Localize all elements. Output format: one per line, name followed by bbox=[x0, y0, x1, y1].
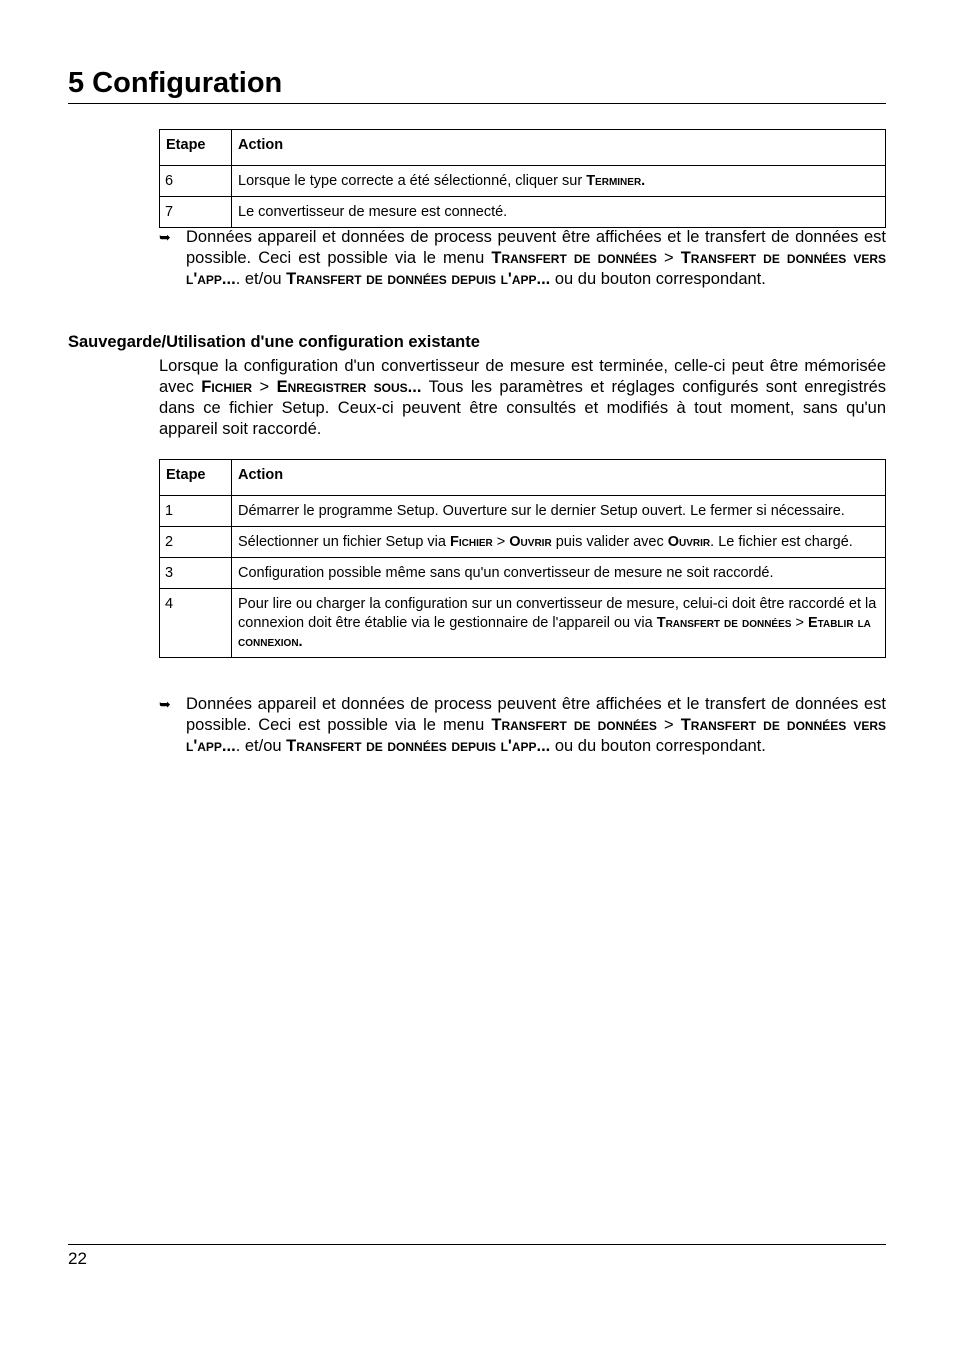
menu-reference: Transfert de données bbox=[656, 615, 792, 631]
step-action bbox=[232, 589, 886, 658]
footer-rule bbox=[68, 1244, 886, 1245]
menu-reference: Transfert de données vers l'app... bbox=[186, 716, 887, 755]
menu-reference: Transfert de données vers l'app... bbox=[186, 249, 887, 288]
column-header-action: Action bbox=[232, 460, 886, 496]
section-heading: Sauvegarde/Utilisation d'une configuration existante bbox=[68, 333, 480, 351]
column-header-action: Action bbox=[232, 130, 886, 166]
bullet-text bbox=[186, 227, 886, 290]
step-number: 6 bbox=[160, 166, 232, 197]
text-run: Lorsque la configuration d'un convertisseur de mesure est terminée, celle-ci peut être mémorisée avec bbox=[159, 357, 886, 396]
text-run: > bbox=[492, 534, 510, 550]
step-number: 4 bbox=[160, 589, 232, 658]
step-number: 3 bbox=[160, 558, 232, 589]
table-row bbox=[160, 558, 886, 589]
menu-reference: Enregistrer sous... bbox=[276, 378, 422, 396]
text-run: > bbox=[656, 249, 681, 267]
step-number: 1 bbox=[160, 496, 232, 527]
table-row bbox=[160, 527, 886, 558]
step-action bbox=[232, 527, 886, 558]
menu-reference: Ouvrir bbox=[667, 534, 711, 550]
page-number: 22 bbox=[68, 1249, 87, 1268]
text-run: Pour lire ou charger la configuration sur un convertisseur de mesure, celui-ci doit être raccordé et la connexion doit être établie via le gestionnaire de l'appareil ou via bbox=[238, 596, 877, 631]
menu-reference: Etablir la connexion. bbox=[238, 615, 871, 650]
header-rule bbox=[68, 103, 886, 104]
text-run: > bbox=[252, 378, 277, 396]
menu-reference: Transfert de données bbox=[491, 716, 657, 734]
table-header-row bbox=[160, 460, 886, 496]
result-bullet-1 bbox=[159, 227, 886, 290]
steps-table-1 bbox=[159, 129, 886, 228]
menu-reference: Transfert de données depuis l'app... bbox=[286, 270, 551, 288]
arrow-bullet-icon: ➥ bbox=[159, 229, 171, 245]
step-number: 7 bbox=[160, 197, 232, 228]
menu-reference: Terminer. bbox=[586, 173, 646, 189]
step-action bbox=[232, 166, 886, 197]
menu-reference: Fichier bbox=[201, 378, 253, 396]
text-run: ou du bouton correspondant. bbox=[550, 737, 766, 755]
menu-reference: Transfert de données depuis l'app... bbox=[286, 737, 551, 755]
table-row bbox=[160, 197, 886, 228]
step-number: 2 bbox=[160, 527, 232, 558]
menu-reference: Transfert de données bbox=[491, 249, 657, 267]
text-run: . Le fichier est chargé. bbox=[710, 534, 853, 550]
table-row bbox=[160, 166, 886, 197]
table-row bbox=[160, 589, 886, 658]
action-text: Lorsque le type correcte a été sélectionné, cliquer sur bbox=[238, 173, 587, 189]
text-run: ou du bouton correspondant. bbox=[550, 270, 766, 288]
text-run: Tous les paramètres et réglages configurés sont enregistrés dans ce fichier Setup. Ceux-ci peuvent être consultés et modifiés à tout moment, sans qu'un appareil soit raccordé. bbox=[159, 378, 887, 438]
text-run: Données appareil et données de process peuvent être affichées et le transfert de données est possible. Ceci est possible via le menu bbox=[186, 695, 886, 734]
text-run: puis valider avec bbox=[551, 534, 668, 550]
text-run: > bbox=[656, 716, 681, 734]
text-run: . et/ou bbox=[235, 270, 287, 288]
table-row bbox=[160, 496, 886, 527]
bullet-text bbox=[186, 694, 886, 757]
result-bullet-2 bbox=[159, 694, 886, 757]
text-run: Sélectionner un fichier Setup via bbox=[238, 534, 450, 550]
steps-table-2 bbox=[159, 459, 886, 658]
column-header-step: Etape bbox=[160, 460, 232, 496]
menu-reference: Fichier bbox=[450, 534, 493, 550]
text-run: > bbox=[791, 615, 808, 631]
step-action: Configuration possible même sans qu'un convertisseur de mesure ne soit raccordé. bbox=[232, 558, 886, 589]
text-run: Données appareil et données de process peuvent être affichées et le transfert de données est possible. Ceci est possible via le menu bbox=[186, 228, 886, 267]
chapter-title: 5 Configuration bbox=[68, 67, 283, 99]
column-header-step: Etape bbox=[160, 130, 232, 166]
step-action: Le convertisseur de mesure est connecté. bbox=[232, 197, 886, 228]
arrow-bullet-icon: ➥ bbox=[159, 696, 171, 712]
step-action: Démarrer le programme Setup. Ouverture sur le dernier Setup ouvert. Le fermer si nécessaire. bbox=[232, 496, 886, 527]
table-header-row bbox=[160, 130, 886, 166]
section-paragraph bbox=[159, 356, 886, 440]
text-run: . et/ou bbox=[235, 737, 287, 755]
menu-reference: Ouvrir bbox=[509, 534, 552, 550]
